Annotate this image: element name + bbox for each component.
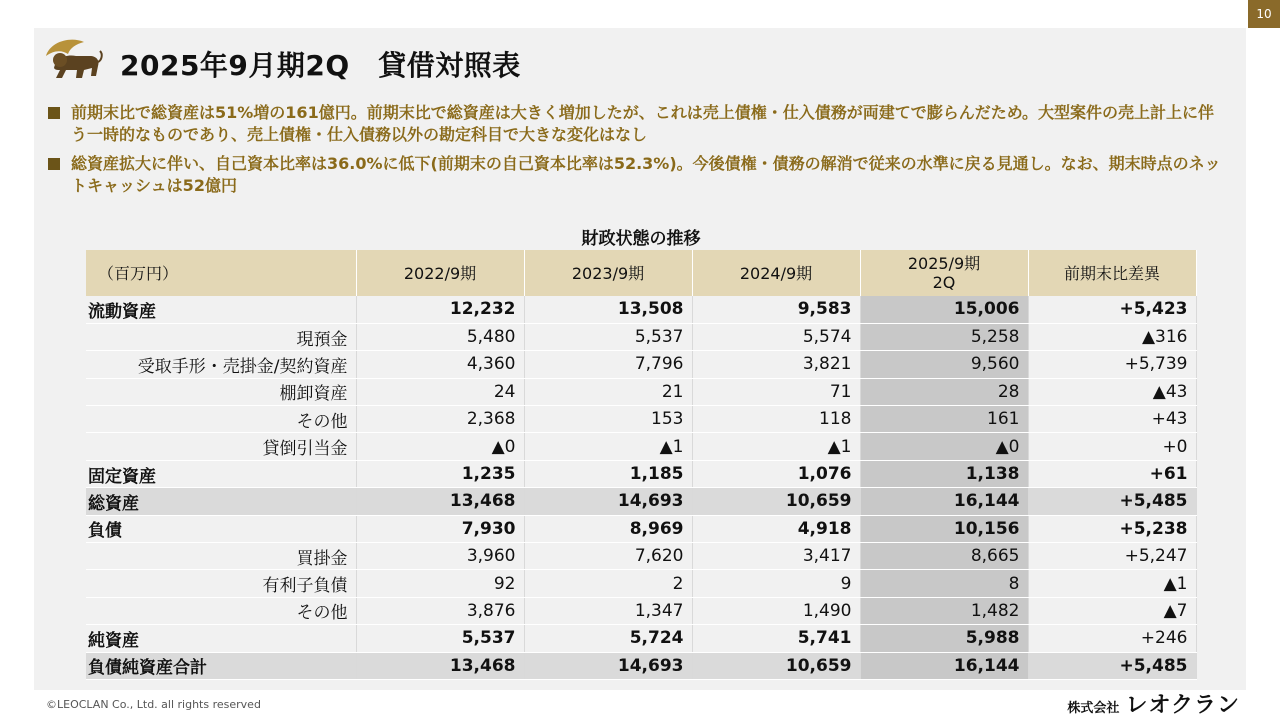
cell-value: 15,006 bbox=[860, 296, 1028, 323]
cell-value: 9,583 bbox=[692, 296, 860, 323]
cell-value: 4,918 bbox=[692, 515, 860, 542]
column-header-2025-2q bbox=[860, 250, 1028, 296]
cell-value: 3,876 bbox=[356, 597, 524, 624]
cell-value: 5,724 bbox=[524, 625, 692, 652]
cell-value: 1,185 bbox=[524, 460, 692, 487]
column-header-2025-line1: 2025/9期 bbox=[907, 254, 981, 273]
cell-value: ▲43 bbox=[1028, 378, 1196, 405]
row-label: 受取手形・売掛金/契約資産 bbox=[86, 351, 356, 378]
column-header-2024: 2024/9期 bbox=[692, 250, 860, 296]
bullet-text: 前期末比で総資産は51%増の161億円。前期末比で総資産は大きく増加したが、これは売上債権・仕入債務が両建てで膨らんだため。大型案件の売上計上に伴う一時的なものであり、売上債権・仕入債務以外の勘定科目で大きな変化はなし bbox=[71, 103, 1215, 144]
cell-value: 5,741 bbox=[692, 625, 860, 652]
cell-value: 16,144 bbox=[860, 488, 1028, 515]
cell-value: 24 bbox=[356, 378, 524, 405]
row-label: 流動資産 bbox=[86, 296, 356, 323]
cell-value: +5,739 bbox=[1028, 351, 1196, 378]
cell-value: 1,482 bbox=[860, 597, 1028, 624]
cell-value: 1,235 bbox=[356, 460, 524, 487]
row-label: 貸倒引当金 bbox=[86, 433, 356, 460]
row-label: 現預金 bbox=[86, 323, 356, 350]
cell-value: ▲1 bbox=[692, 433, 860, 460]
cell-value: 9,560 bbox=[860, 351, 1028, 378]
cell-value: 7,930 bbox=[356, 515, 524, 542]
cell-value: 5,574 bbox=[692, 323, 860, 350]
table-header-row bbox=[86, 250, 1196, 296]
row-label: 棚卸資産 bbox=[86, 378, 356, 405]
row-label: 有利子負債 bbox=[86, 570, 356, 597]
cell-value: 14,693 bbox=[524, 488, 692, 515]
column-header-2023: 2023/9期 bbox=[524, 250, 692, 296]
row-label: その他 bbox=[86, 406, 356, 433]
row-liabilities bbox=[86, 515, 1196, 542]
cell-value: 10,156 bbox=[860, 515, 1028, 542]
cell-value: 3,960 bbox=[356, 543, 524, 570]
cell-value: +5,485 bbox=[1028, 488, 1196, 515]
bullet-item bbox=[48, 102, 1228, 146]
row-receivables bbox=[86, 351, 1196, 378]
cell-value: +5,247 bbox=[1028, 543, 1196, 570]
cell-value: 21 bbox=[524, 378, 692, 405]
cell-value: 2,368 bbox=[356, 406, 524, 433]
cell-value: 12,232 bbox=[356, 296, 524, 323]
cell-value: 118 bbox=[692, 406, 860, 433]
cell-value: 5,537 bbox=[356, 625, 524, 652]
row-net-assets bbox=[86, 625, 1196, 652]
column-header-2025-line2: 2Q bbox=[932, 273, 956, 292]
cell-value: 8,665 bbox=[860, 543, 1028, 570]
cell-value: 71 bbox=[692, 378, 860, 405]
cell-value: ▲0 bbox=[356, 433, 524, 460]
cell-value: 10,659 bbox=[692, 652, 860, 679]
cell-value: 1,490 bbox=[692, 597, 860, 624]
summary-bullets bbox=[48, 102, 1228, 204]
cell-value: 13,468 bbox=[356, 652, 524, 679]
bullet-item bbox=[48, 153, 1228, 197]
row-inventory bbox=[86, 378, 1196, 405]
cell-value: +0 bbox=[1028, 433, 1196, 460]
row-total-liabilities-net-assets bbox=[86, 652, 1196, 679]
cell-value: +5,423 bbox=[1028, 296, 1196, 323]
cell-value: 1,347 bbox=[524, 597, 692, 624]
cell-value: ▲7 bbox=[1028, 597, 1196, 624]
cell-value: 8 bbox=[860, 570, 1028, 597]
unit-header: （百万円） bbox=[86, 250, 356, 296]
cell-value: 16,144 bbox=[860, 652, 1028, 679]
row-total-assets bbox=[86, 488, 1196, 515]
cell-value: +43 bbox=[1028, 406, 1196, 433]
cell-value: 13,508 bbox=[524, 296, 692, 323]
cell-value: +246 bbox=[1028, 625, 1196, 652]
cell-value: 7,620 bbox=[524, 543, 692, 570]
cell-value: 5,258 bbox=[860, 323, 1028, 350]
column-header-2022: 2022/9期 bbox=[356, 250, 524, 296]
cell-value: 5,480 bbox=[356, 323, 524, 350]
page-number: 10 bbox=[1248, 0, 1280, 28]
cell-value: 13,468 bbox=[356, 488, 524, 515]
cell-value: 3,417 bbox=[692, 543, 860, 570]
column-header-diff: 前期末比差異 bbox=[1028, 250, 1196, 296]
row-label: その他 bbox=[86, 597, 356, 624]
row-label: 買掛金 bbox=[86, 543, 356, 570]
row-label: 負債 bbox=[86, 515, 356, 542]
row-cash bbox=[86, 323, 1196, 350]
row-interest-bearing-debt bbox=[86, 570, 1196, 597]
row-current-assets bbox=[86, 296, 1196, 323]
cell-value: 7,796 bbox=[524, 351, 692, 378]
bullet-square-icon bbox=[48, 107, 60, 119]
cell-value: +5,238 bbox=[1028, 515, 1196, 542]
company-name: レオクラン bbox=[1125, 693, 1240, 718]
row-fixed-assets bbox=[86, 460, 1196, 487]
balance-sheet-table bbox=[86, 250, 1197, 680]
page-title: 2025年9月期2Q 貸借対照表 bbox=[120, 49, 521, 82]
lion-logo-icon bbox=[40, 34, 104, 84]
cell-value: 1,138 bbox=[860, 460, 1028, 487]
company-logo bbox=[1067, 688, 1240, 719]
cell-value: 5,537 bbox=[524, 323, 692, 350]
cell-value: 4,360 bbox=[356, 351, 524, 378]
cell-value: 28 bbox=[860, 378, 1028, 405]
cell-value: 3,821 bbox=[692, 351, 860, 378]
table-title: 財政状態の推移 bbox=[581, 229, 701, 249]
row-label: 固定資産 bbox=[86, 460, 356, 487]
cell-value: 10,659 bbox=[692, 488, 860, 515]
cell-value: 5,988 bbox=[860, 625, 1028, 652]
cell-value: 92 bbox=[356, 570, 524, 597]
cell-value: 161 bbox=[860, 406, 1028, 433]
company-prefix: 株式会社 bbox=[1067, 701, 1120, 716]
cell-value: 8,969 bbox=[524, 515, 692, 542]
cell-value: 9 bbox=[692, 570, 860, 597]
cell-value: +5,485 bbox=[1028, 652, 1196, 679]
cell-value: +61 bbox=[1028, 460, 1196, 487]
row-label: 総資産 bbox=[86, 488, 356, 515]
row-allowance bbox=[86, 433, 1196, 460]
cell-value: 2 bbox=[524, 570, 692, 597]
cell-value: 153 bbox=[524, 406, 692, 433]
bullet-square-icon bbox=[48, 158, 60, 170]
cell-value: 1,076 bbox=[692, 460, 860, 487]
cell-value: ▲316 bbox=[1028, 323, 1196, 350]
row-payables bbox=[86, 543, 1196, 570]
row-other-current bbox=[86, 406, 1196, 433]
row-label: 純資産 bbox=[86, 625, 356, 652]
cell-value: 14,693 bbox=[524, 652, 692, 679]
row-label: 負債純資産合計 bbox=[86, 652, 356, 679]
cell-value: ▲0 bbox=[860, 433, 1028, 460]
row-other-liabilities bbox=[86, 597, 1196, 624]
copyright-text: ©LEOCLAN Co., Ltd. all rights reserved bbox=[46, 698, 261, 711]
cell-value: ▲1 bbox=[524, 433, 692, 460]
cell-value: ▲1 bbox=[1028, 570, 1196, 597]
bullet-text: 総資産拡大に伴い、自己資本比率は36.0%に低下(前期末の自己資本比率は52.3%)。今後債権・債務の解消で従来の水準に戻る見通し。なお、期末時点のネットキャッシュは52億円 bbox=[71, 154, 1221, 195]
